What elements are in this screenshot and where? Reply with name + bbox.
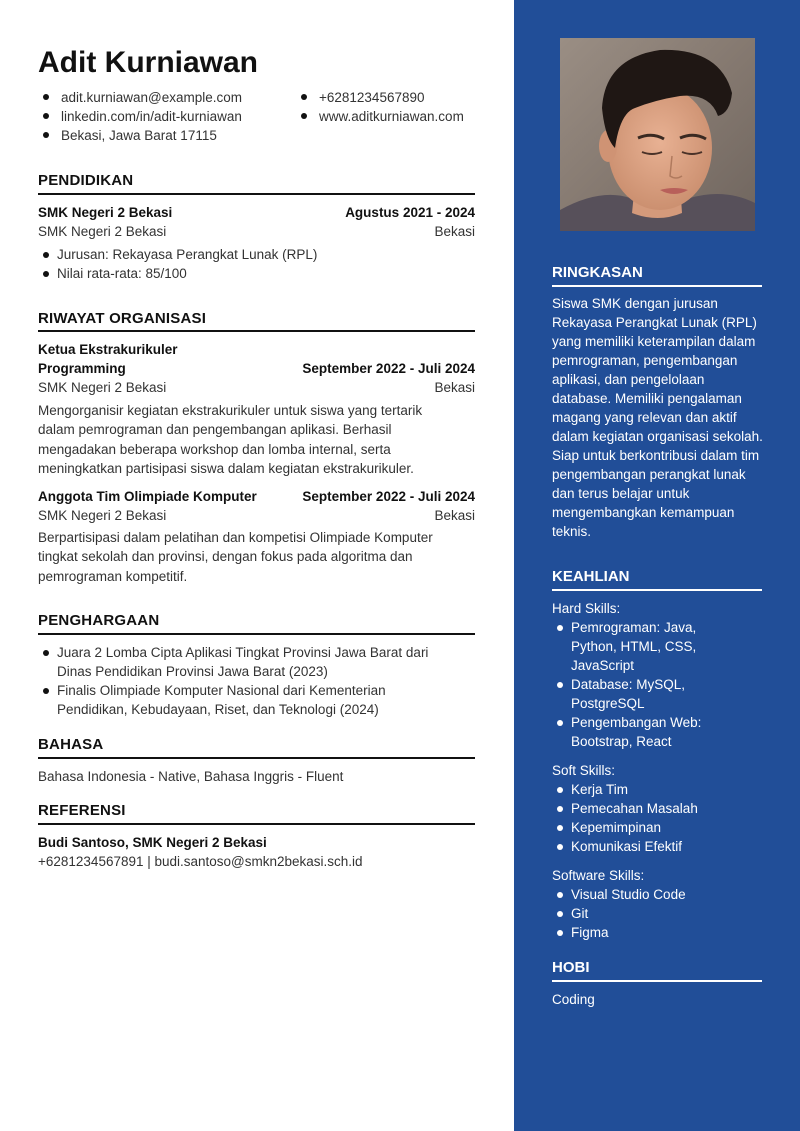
contact-location: Bekasi, Jawa Barat 17115	[38, 126, 217, 145]
section-title-references: REFERENSI	[38, 802, 126, 819]
organization-location: Bekasi	[434, 380, 475, 395]
education-location: Bekasi	[434, 224, 475, 239]
organization-institution: SMK Negeri 2 Bekasi	[38, 380, 167, 395]
languages-text: Bahasa Indonesia - Native, Bahasa Inggris - Fluent	[38, 769, 344, 784]
section-title-education: PENDIDIKAN	[38, 172, 134, 189]
hard-skills-label: Hard Skills:	[552, 601, 621, 616]
section-divider	[38, 330, 475, 332]
section-title-organization: RIWAYAT ORGANISASI	[38, 310, 207, 327]
organization-date: September 2022 - Juli 2024	[302, 361, 475, 376]
section-divider	[552, 589, 762, 591]
software-skill-item: Git	[552, 904, 762, 923]
bullet-icon	[43, 94, 49, 100]
section-divider	[38, 757, 475, 759]
hobby-text: Coding	[552, 992, 595, 1007]
contact-linkedin[interactable]: linkedin.com/in/adit-kurniawan	[38, 107, 242, 126]
section-title-hobbies: HOBI	[552, 959, 590, 976]
profile-photo	[560, 38, 755, 231]
organization-date: September 2022 - Juli 2024	[302, 489, 475, 504]
organization-role: Anggota Tim Olimpiade Komputer	[38, 489, 257, 504]
organization-location: Bekasi	[434, 508, 475, 523]
section-title-skills: KEAHLIAN	[552, 568, 630, 585]
section-divider	[38, 823, 475, 825]
organization-institution: SMK Negeri 2 Bekasi	[38, 508, 167, 523]
organization-description: Mengorganisir kegiatan ekstrakurikuler untuk siswa yang tertarik dalam pemrograman dan pengembangan aplikasi. Berhasil mengadakan beberapa workshop dan lomba internal, serta meningkatkan partisipasi siswa dalam kegiatan ekstrakurikuler.	[38, 403, 423, 476]
software-skill-item: Visual Studio Code	[552, 885, 762, 904]
section-title-summary: RINGKASAN	[552, 264, 643, 281]
education-institution: SMK Negeri 2 Bekasi	[38, 224, 167, 239]
award-item: Finalis Olimpiade Komputer Nasional dari Kementerian Pendidikan, Kebudayaan, Riset, dan Teknologi (2024)	[38, 681, 408, 719]
sidebar	[514, 0, 800, 1131]
soft-skill-item: Kerja Tim	[552, 780, 762, 799]
education-school: SMK Negeri 2 Bekasi	[38, 205, 173, 220]
soft-skill-item: Komunikasi Efektif	[552, 837, 762, 856]
bullet-icon	[43, 113, 49, 119]
section-title-awards: PENGHARGAAN	[38, 612, 160, 629]
contact-website[interactable]: www.aditkurniawan.com	[296, 107, 464, 126]
award-item: Juara 2 Lomba Cipta Aplikasi Tingkat Provinsi Jawa Barat dari Dinas Pendidikan Provinsi Jawa Barat (2023)	[38, 643, 448, 681]
reference-contact: +6281234567891 | budi.santoso@smkn2bekasi.sch.id	[38, 854, 363, 869]
profile-photo-image	[560, 38, 755, 231]
software-skills-label: Software Skills:	[552, 868, 645, 883]
education-detail: Jurusan: Rekayasa Perangkat Lunak (RPL)	[38, 245, 475, 264]
summary-text: Siswa SMK dengan jurusan Rekayasa Perangkat Lunak (RPL) yang memiliki keterampilan dalam pemrograman, pengembangan aplikasi, dan pengelolaan database. Memiliki pengalaman magang yang relevan dan aktif dalam kegiatan organisasi sekolah. Siap untuk berkontribusi dalam tim pengembangan perangkat lunak dan terus belajar untuk mengembangkan kemampuan teknis.	[552, 296, 763, 539]
reference-name: Budi Santoso, SMK Negeri 2 Bekasi	[38, 835, 267, 850]
soft-skill-item: Kepemimpinan	[552, 818, 762, 837]
section-divider	[38, 193, 475, 195]
bullet-icon	[43, 132, 49, 138]
soft-skills-label: Soft Skills:	[552, 763, 616, 778]
bullet-icon	[301, 94, 307, 100]
section-divider	[552, 980, 762, 982]
education-date: Agustus 2021 - 2024	[345, 205, 475, 220]
organization-description: Berpartisipasi dalam pelatihan dan kompetisi Olimpiade Komputer tingkat sekolah dan provinsi, dengan fokus pada algoritma dan pemrograman kompetitif.	[38, 530, 433, 584]
education-detail: Nilai rata-rata: 85/100	[38, 264, 475, 283]
section-title-languages: BAHASA	[38, 736, 104, 753]
hard-skill-item: Database: MySQL, PostgreSQL	[552, 675, 722, 713]
organization-role-cont: Programming	[38, 361, 126, 376]
candidate-name: Adit Kurniawan	[38, 46, 259, 79]
bullet-icon	[301, 113, 307, 119]
contact-phone[interactable]: +6281234567890	[296, 88, 425, 107]
section-divider	[38, 633, 475, 635]
software-skill-item: Figma	[552, 923, 762, 942]
hard-skill-item: Pengembangan Web: Bootstrap, React	[552, 713, 742, 751]
section-divider	[552, 285, 762, 287]
soft-skill-item: Pemecahan Masalah	[552, 799, 762, 818]
hard-skill-item: Pemrograman: Java, Python, HTML, CSS, JavaScript	[552, 618, 722, 675]
contact-email[interactable]: adit.kurniawan@example.com	[38, 88, 242, 107]
